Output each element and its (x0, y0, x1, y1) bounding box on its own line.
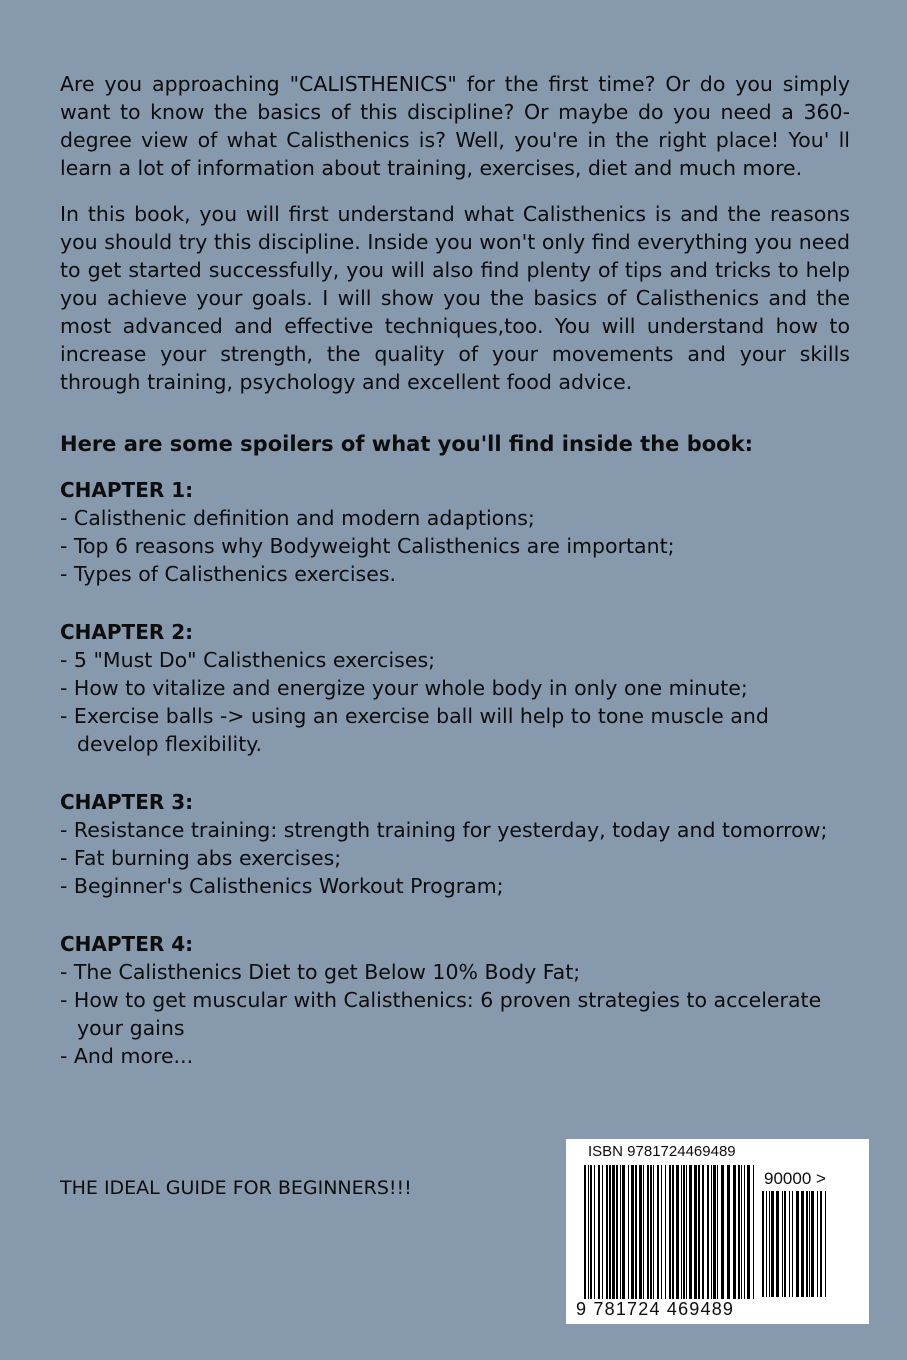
chapter-2 (60, 618, 850, 758)
barcode-bar (598, 1165, 600, 1299)
barcode-bar (789, 1191, 790, 1297)
barcode-bar (727, 1165, 730, 1299)
price-code: 90000 > (764, 1169, 826, 1188)
chapter-title: CHAPTER 4: (60, 932, 194, 956)
barcode-bar (620, 1165, 621, 1299)
barcode-bar (590, 1165, 592, 1299)
barcode-bar (602, 1165, 603, 1299)
list-item: - Top 6 reasons why Bodyweight Calisthenics are important; (60, 534, 675, 558)
barcode-bar (635, 1165, 637, 1299)
barcode-bar (647, 1165, 649, 1299)
barcode-bars (584, 1165, 756, 1299)
barcode-bar (762, 1191, 764, 1297)
barcode-bar (683, 1165, 685, 1299)
list-item: - The Calisthenics Diet to get Below 10% Body Fat; (60, 960, 581, 984)
list-item: - Exercise balls -> using an exercise ball will help to tone muscle and develop flexibility. (60, 704, 769, 756)
list-item: - Fat burning abs exercises; (60, 846, 342, 870)
barcode-bar (588, 1165, 589, 1299)
barcode-bar (796, 1191, 799, 1297)
barcode-bar (766, 1191, 767, 1297)
list-item: - Calisthenic definition and modern adaptions; (60, 506, 535, 530)
barcode-bar (809, 1191, 810, 1297)
barcode-bar (806, 1191, 808, 1297)
barcode-bar (747, 1165, 750, 1299)
chapter-title: CHAPTER 1: (60, 478, 194, 502)
chapter-title: CHAPTER 3: (60, 790, 194, 814)
barcode-bar (811, 1191, 814, 1297)
chapter-3 (60, 788, 850, 900)
barcode-bar (643, 1165, 644, 1299)
isbn-label: ISBN 9781724469489 (588, 1143, 736, 1160)
addon-barcode-bars (762, 1191, 826, 1297)
list-item: - Beginner's Calisthenics Workout Program; (60, 874, 504, 898)
barcode-bar (776, 1191, 779, 1297)
barcode-bar (609, 1165, 611, 1299)
closing-line: THE IDEAL GUIDE FOR BEGINNERS!!! (60, 1177, 412, 1199)
barcode-bar (672, 1165, 674, 1299)
barcode-bar (702, 1165, 704, 1299)
and-more-item: - And more... (60, 1044, 194, 1068)
barcode-bar (744, 1165, 745, 1299)
intro-paragraph-1: Are you approaching "CALISTHENICS" for the first time? Or do you simply want to know the basics of this discipline? Or maybe do you need a 360-degree view of what Calisthenics is? Well, you're in the right place! You' ll learn a lot of information about training, exercises, diet and much more. (60, 72, 850, 180)
chapter-items (60, 504, 850, 588)
chapter-items (60, 816, 850, 900)
list-item: - Types of Calisthenics exercises. (60, 562, 397, 586)
barcode-bar (594, 1165, 595, 1299)
barcode-bar (639, 1165, 642, 1299)
barcode-bar (612, 1165, 615, 1299)
barcode-bar (689, 1165, 692, 1299)
barcode-bar (631, 1165, 634, 1299)
barcode-bar (584, 1165, 586, 1299)
intro-paragraph-2: In this book, you will first understand what Calisthenics is and the reasons you should try this discipline. Inside you won't only find everything you need to get started successfully, you will also find plenty of tips and tricks to help you achieve your goals. I will show you the basics of Calisthenics and the most advanced and effective techniques,too. You will understand how to increase your strength, the quality of your movements and your skills through training, psychology and excellent food advice. (60, 202, 850, 394)
barcode-bar (817, 1191, 818, 1297)
spoiler-heading: Here are some spoilers of what you'll find inside the book: (60, 432, 753, 456)
barcode-bar (784, 1191, 786, 1297)
list-item: - 5 "Must Do" Calisthenics exercises; (60, 648, 436, 672)
barcode-bar (707, 1165, 709, 1299)
barcode-bar (711, 1165, 712, 1299)
list-item: - How to get muscular with Calisthenics: 6 proven strategies to accelerate your gains (60, 988, 822, 1040)
barcode-bar (713, 1165, 716, 1299)
barcode-bar (771, 1191, 774, 1297)
barcode-bar (733, 1165, 736, 1299)
barcode-bar (676, 1165, 679, 1299)
barcode-bar (661, 1165, 662, 1299)
barcode-bar (669, 1165, 671, 1299)
barcode-bar (681, 1165, 682, 1299)
barcode-bar (753, 1165, 754, 1299)
barcode-bar (825, 1191, 826, 1297)
barcode-bar (694, 1165, 697, 1299)
barcode-bar (721, 1165, 724, 1299)
barcode-bar (801, 1191, 804, 1297)
barcode-bar (628, 1165, 629, 1299)
barcode-bar (769, 1191, 770, 1297)
barcode-bar (698, 1165, 700, 1299)
barcode-bar (820, 1191, 822, 1297)
barcode-bar (616, 1165, 618, 1299)
barcode-bar (717, 1165, 718, 1299)
list-item: - Resistance training: strength training for yesterday, today and tomorrow; (60, 818, 828, 842)
isbn-digits: 9 781724 469489 (576, 1299, 735, 1319)
chapter-4 (60, 930, 850, 1070)
chapter-1 (60, 476, 850, 588)
isbn-barcode (566, 1139, 869, 1324)
barcode-bar (738, 1165, 740, 1299)
barcode-bar (686, 1165, 687, 1299)
chapter-items (60, 958, 850, 1042)
back-cover-text (60, 70, 850, 1100)
list-item: - How to vitalize and energize your whole body in only one minute; (60, 676, 748, 700)
barcode-bar (657, 1165, 659, 1299)
barcode-bar (792, 1191, 793, 1297)
barcode-bar (606, 1165, 608, 1299)
barcode-bar (650, 1165, 652, 1299)
chapter-items (60, 646, 850, 758)
barcode-bar (653, 1165, 654, 1299)
barcode-bar (665, 1165, 666, 1299)
barcode-bar (622, 1165, 625, 1299)
barcode-bar (782, 1191, 783, 1297)
chapter-title: CHAPTER 2: (60, 620, 194, 644)
barcode-bar (741, 1165, 742, 1299)
